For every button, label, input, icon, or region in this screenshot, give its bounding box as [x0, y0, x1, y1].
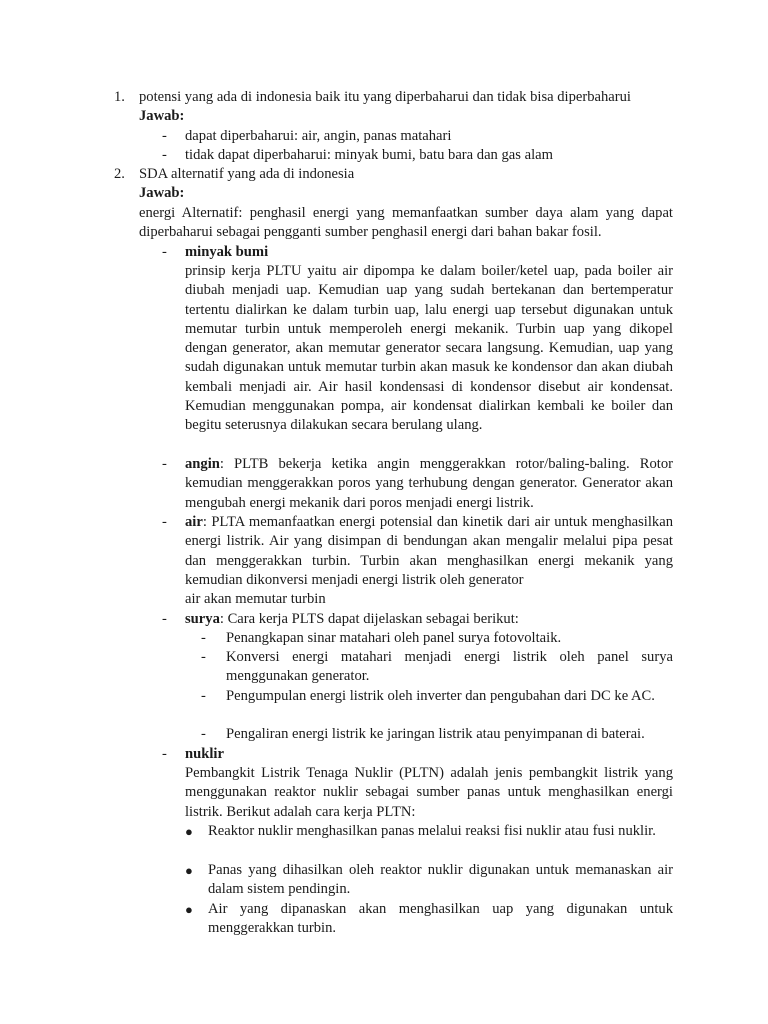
bullet-marker: ●	[185, 824, 193, 839]
nuklir-bullet: Reaktor nuklir menghasilkan panas melalui reaksi fisi nuklir atau fusi nuklir.	[208, 823, 656, 839]
list-number: 1.	[114, 89, 125, 105]
section-title-surya: surya	[185, 611, 220, 627]
dash-marker: -	[162, 456, 167, 472]
section-title-angin: angin	[185, 456, 220, 472]
dash-marker: -	[162, 611, 167, 627]
intro-paragraph: energi Alternatif: penghasil energi yang memanfaatkan sumber daya alam yang dapat diperbaharui sebagai pengganti sumber penghasil energi dari bahan bakar fosil.	[139, 205, 673, 241]
list-number: 2.	[114, 166, 125, 182]
bullet-marker: ●	[185, 863, 193, 878]
dash-marker: -	[201, 726, 206, 742]
dash-marker: -	[162, 746, 167, 762]
surya-step: Penangkapan sinar matahari oleh panel surya fotovoltaik.	[226, 630, 562, 646]
surya-step: Pengumpulan energi listrik oleh inverter dan pengubahan dari DC ke AC.	[226, 688, 655, 704]
question-text: potensi yang ada di indonesia baik itu yang diperbaharui dan tidak bisa diperbaharui	[139, 89, 631, 105]
answer-label: Jawab:	[139, 185, 185, 201]
surya-text: : Cara kerja PLTS dapat dijelaskan sebagai berikut:	[219, 611, 519, 627]
answer-label: Jawab:	[139, 108, 185, 124]
surya-step: Pengaliran energi listrik ke jaringan listrik atau penyimpanan di baterai.	[226, 726, 645, 742]
air-extra-line: air akan memutar turbin	[185, 591, 326, 607]
nuklir-bullet: Air yang dipanaskan akan menghasilkan uap yang digunakan untuk menggerakkan turbin.	[208, 901, 673, 937]
dash-marker: -	[162, 244, 167, 260]
dash-marker: -	[201, 630, 206, 646]
dash-marker: -	[162, 147, 167, 163]
dash-marker: -	[201, 688, 206, 704]
angin-paragraph	[185, 455, 673, 513]
bullet-marker: ●	[185, 902, 193, 917]
dash-marker: -	[162, 128, 167, 144]
minyak-bumi-paragraph: prinsip kerja PLTU yaitu air dipompa ke dalam boiler/ketel uap, pada boiler air diubah menjadi uap. Kemudian uap yang sudah bertekanan dan bertemperatur tertentu dialirkan ke dalam turbin uap, lalu energi uap tersebut digunakan untuk memutar turbin untuk memperoleh energi mekanik. Turbin uap yang dikopel dengan generator, akan memutar generator secara langsung. Kemudian, uap yang sudah digunakan untuk memutar turbin akan masuk ke kondensor dan akan diubah kembali menjadi air. Air hasil kondensasi di kondensor disebut air kondensat. Kemudian menggunakan pompa, air kondensat dialirkan kembali ke boiler dan begitu seterusnya dilakukan secara berulang ulang.	[185, 263, 673, 434]
surya-paragraph	[185, 610, 673, 629]
surya-step: Konversi energi matahari menjadi energi listrik oleh panel surya menggunakan generator.	[226, 649, 673, 685]
angin-text: : PLTB bekerja ketika angin menggerakkan rotor/baling-baling. Rotor kemudian menggerakkan poros yang terhubung dengan generator. Generator akan mengubah energi mekanik dari poros menjadi energi listrik.	[185, 456, 673, 511]
question-text: SDA alternatif yang ada di indonesia	[139, 166, 355, 182]
section-title-nuklir: nuklir	[185, 746, 224, 762]
air-text: : PLTA memanfaatkan energi potensial dan kinetik dari air untuk menghasilkan energi listrik. Air yang disimpan di bendungan akan mengalir melalui pipa pesat dan menggerakkan turbin. Turbin akan menghasilkan energi mekanik yang kemudian dikonversi menjadi energi listrik oleh generator	[185, 514, 673, 588]
air-paragraph	[185, 513, 673, 590]
dash-marker: -	[162, 514, 167, 530]
section-title-air: air	[185, 514, 203, 530]
list-item: dapat diperbaharui: air, angin, panas matahari	[185, 128, 452, 144]
nuklir-paragraph: Pembangkit Listrik Tenaga Nuklir (PLTN) adalah jenis pembangkit listrik yang menggunakan reaktor nuklir sebagai sumber panas untuk menghasilkan energi listrik. Berikut adalah cara kerja PLTN:	[185, 765, 673, 820]
dash-marker: -	[201, 649, 206, 665]
nuklir-bullet: Panas yang dihasilkan oleh reaktor nuklir digunakan untuk memanaskan air dalam sistem pendingin.	[208, 862, 673, 898]
list-item: tidak dapat diperbaharui: minyak bumi, batu bara dan gas alam	[185, 147, 553, 163]
section-title-minyak-bumi: minyak bumi	[185, 244, 269, 260]
